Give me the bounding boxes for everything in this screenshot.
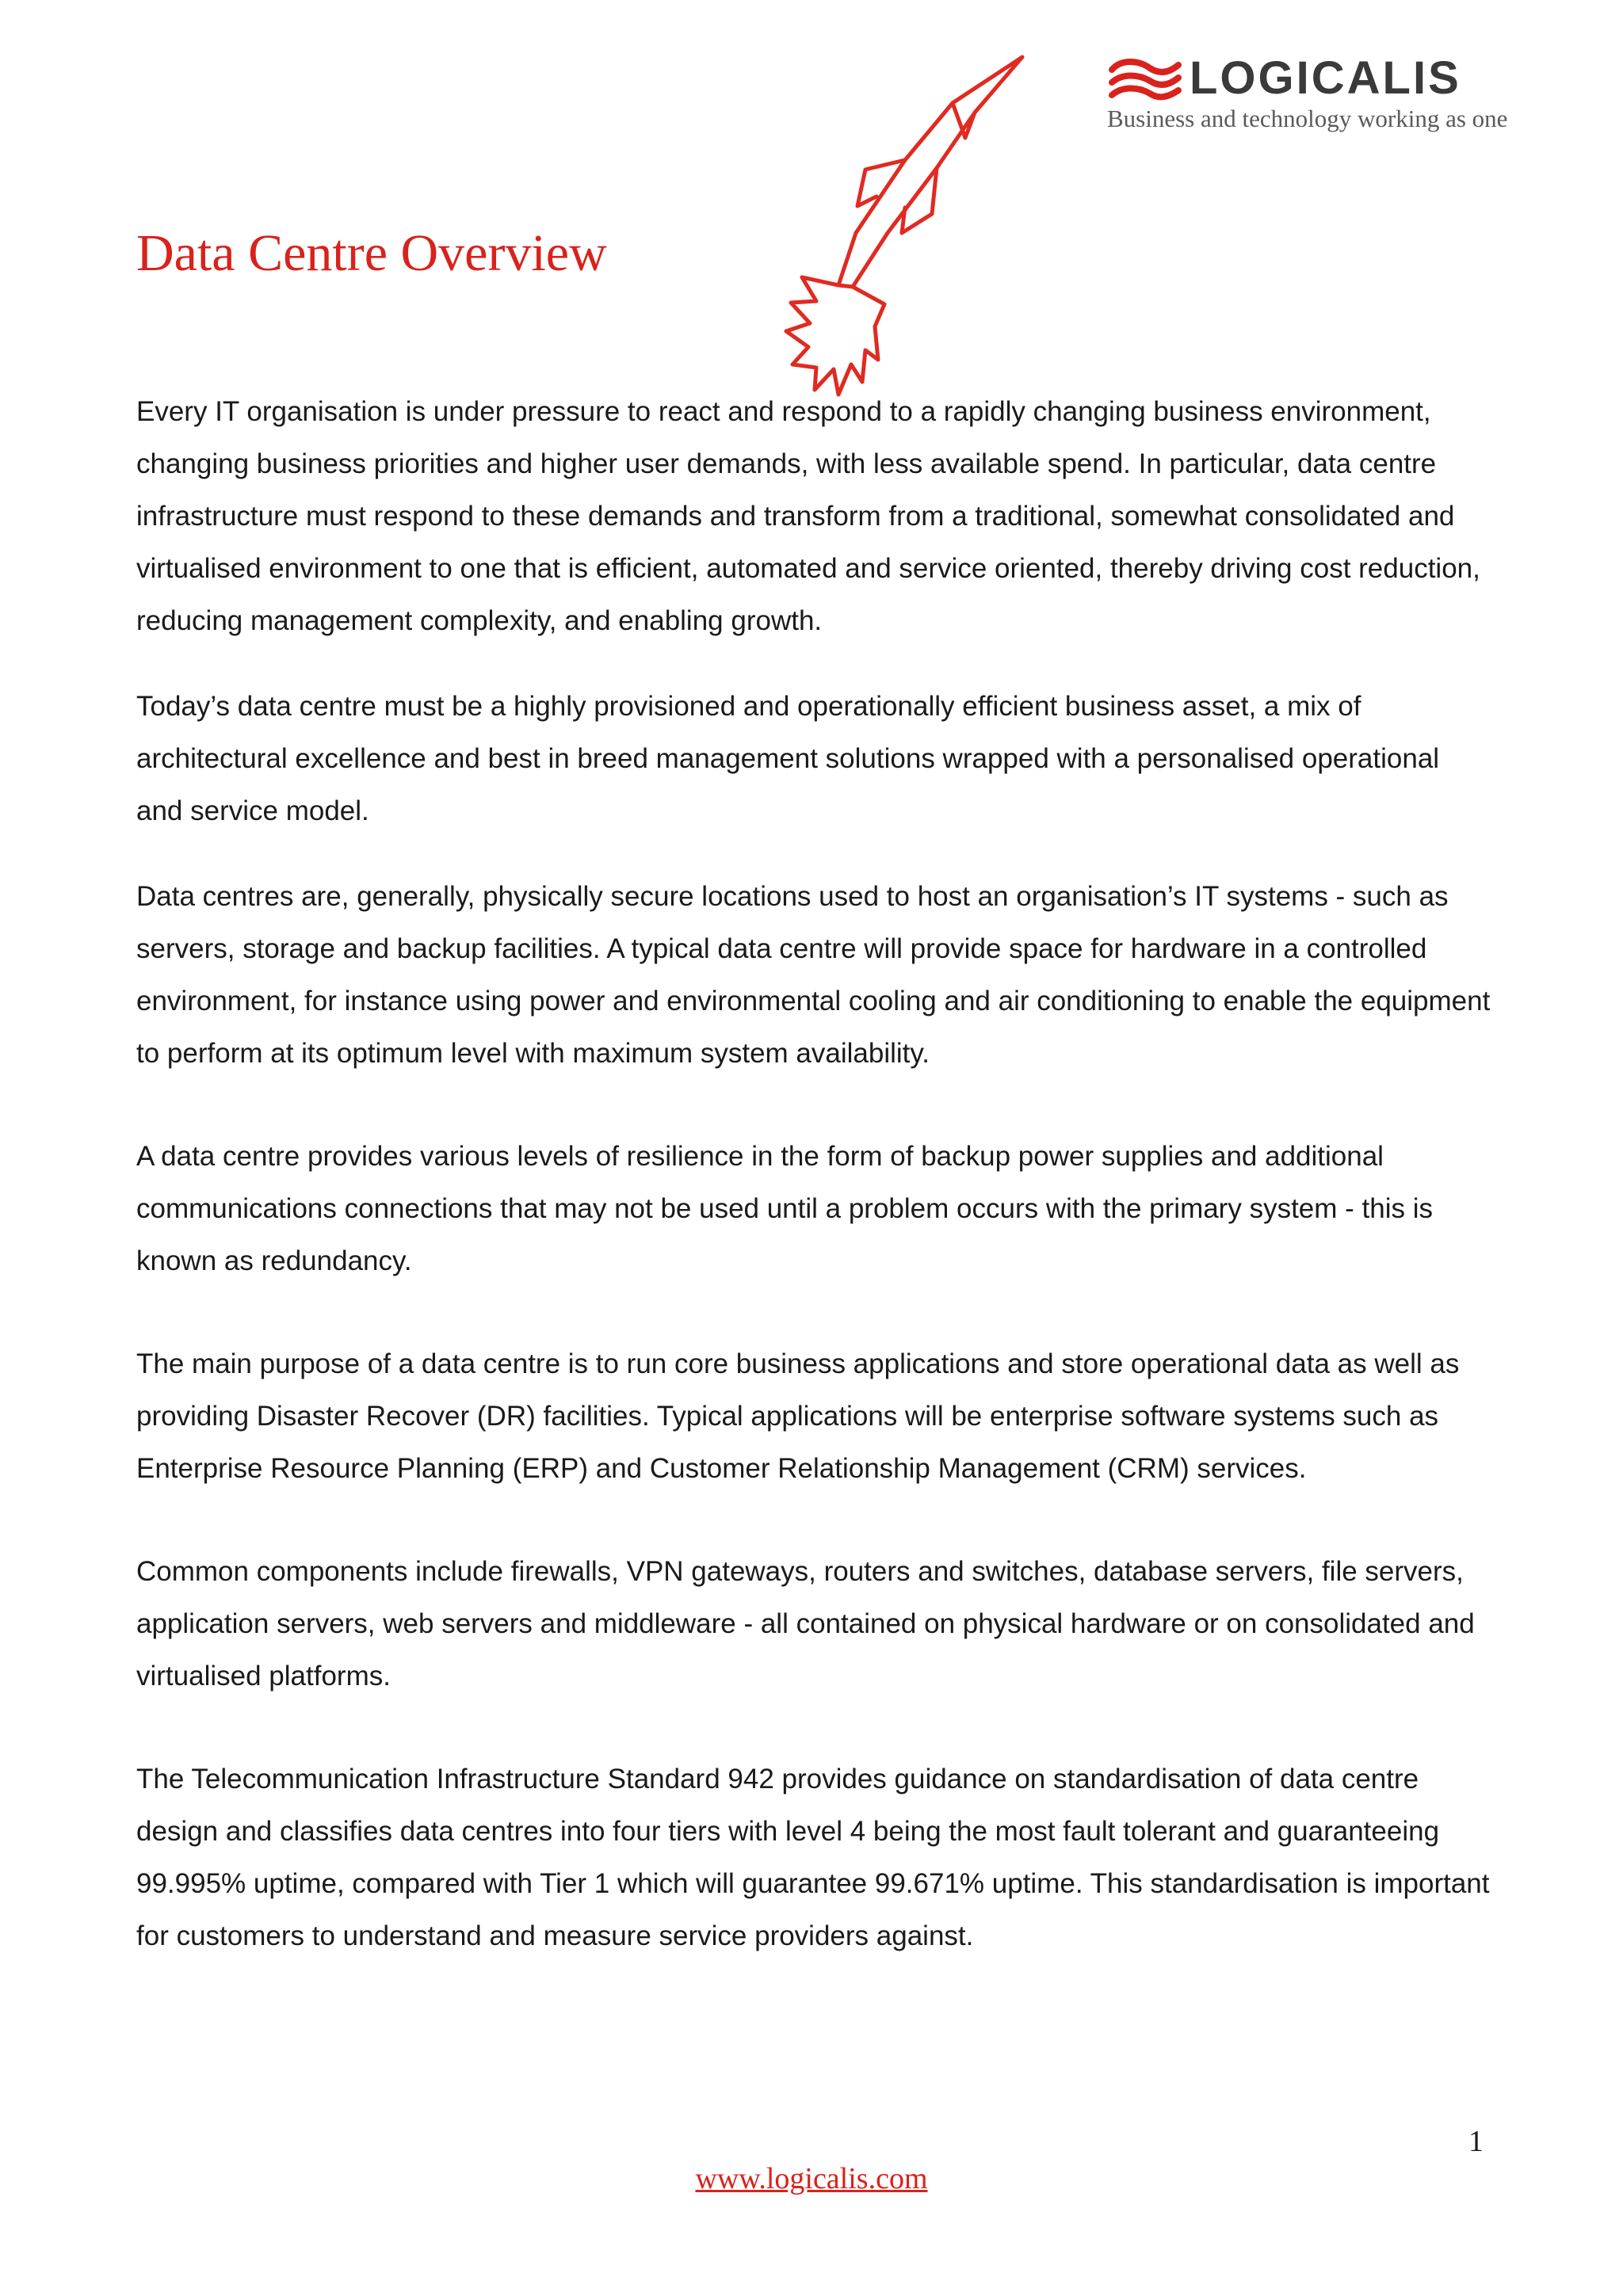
paragraph: A data centre provides various levels of resilience in the form of backup power supplies and additional communications connections that may not be used until a problem occurs with the primary system - this is known as redundancy. [136, 1141, 1433, 1276]
logo-tagline: Business and technology working as one [1107, 105, 1508, 132]
website-link[interactable]: www.logicalis.com [695, 2162, 928, 2195]
logicalis-logo [1106, 49, 1518, 136]
paragraph: The Telecommunication Infrastructure Standard 942 provides guidance on standardisation of data centre design and classifies data centres into four tiers with level 4 being the most fault tolerant and guaranteeing 99.995% uptime, compared with Tier 1 which will guarantee 99.671% uptime. This standardisation is important for customers to understand and measure service providers against. [136, 1764, 1490, 1951]
paragraph: Data centres are, generally, physically secure locations used to host an organisation’s IT systems - such as servers, storage and backup facilities. A typical data centre will provide space for hardware in a controlled environment, for instance using power and environmental cooling and air conditioning to enable the equipment to perform at its optimum level with maximum system availability. [136, 881, 1491, 1069]
logo-wordmark: LOGICALIS [1190, 52, 1461, 104]
paragraph: Common components include firewalls, VPN gateways, routers and switches, database servers, file servers, application servers, web servers and middleware - all contained on physical hardware or on consolidated and virtualised platforms. [136, 1556, 1475, 1691]
footer [0, 2160, 1623, 2198]
rocket-icon [697, 49, 1030, 398]
logicalis-swirl-icon [1106, 55, 1185, 103]
paragraph: The main purpose of a data centre is to run core business applications and store operational data as well as providing Disaster Recover (DR) facilities. Typical applications will be enterprise software systems such as Enterprise Resource Planning (ERP) and Customer Relationship Management (CRM) services. [136, 1348, 1460, 1484]
document-body [136, 386, 1491, 1962]
paragraph: Today’s data centre must be a highly provisioned and operationally efficient business asset, a mix of architectural excellence and best in breed management solutions wrapped with a personalised operational and service model. [136, 691, 1440, 826]
page-number: 1 [1468, 2125, 1484, 2158]
paragraph: Every IT organisation is under pressure to react and respond to a rapidly changing business environment, changing business priorities and higher user demands, with less available spend. In particular, data centre infrastructure must respond to these demands and transform from a traditional, somewhat consolidated and virtualised environment to one that is efficient, automated and service oriented, thereby driving cost reduction, reducing management complexity, and enabling growth. [136, 396, 1480, 636]
page-title: Data Centre Overview [136, 224, 607, 282]
